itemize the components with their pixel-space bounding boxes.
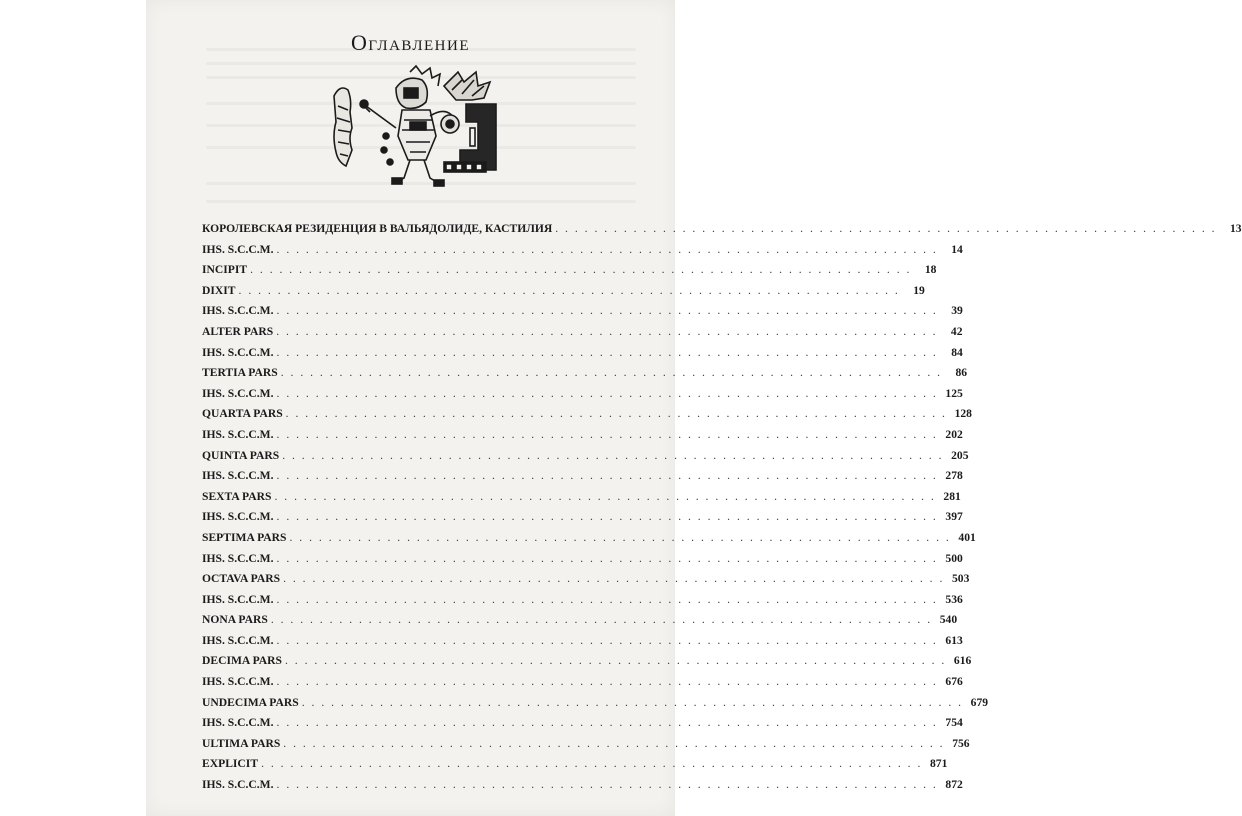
show-through-line bbox=[206, 200, 636, 203]
toc-entry-page-number: 754 bbox=[945, 716, 963, 730]
toc-entry bbox=[202, 366, 968, 387]
toc-entry-page-number: 42 bbox=[950, 324, 963, 338]
toc-entry bbox=[202, 592, 963, 614]
dot-leader: . . . . . . . . . . . . . . . . . . . . . . . . . . . . . . . . . . . . . . . . . . . . . . . . . . . . . . . . . . . . . . . . . . . . bbox=[270, 613, 933, 627]
toc-entry-title: TERTIA PARS bbox=[202, 366, 278, 380]
toc-entry-title: IHS. S.C.C.M. bbox=[202, 592, 274, 606]
toc-entry-title: IHS. S.C.C.M. bbox=[202, 551, 274, 565]
toc-entry bbox=[202, 386, 963, 408]
toc-entry-title: NONA PARS bbox=[202, 613, 268, 627]
toc-entry bbox=[202, 633, 963, 655]
toc-entry-page-number: 503 bbox=[951, 572, 970, 586]
toc-entry-page-number: 14 bbox=[951, 242, 963, 256]
toc-entry bbox=[202, 489, 961, 511]
toc-entry-title: IHS. S.C.C.M. bbox=[202, 675, 274, 689]
toc-entry bbox=[202, 613, 958, 634]
toc-entry bbox=[202, 736, 970, 758]
dot-leader: . . . . . . . . . . . . . . . . . . . . . . . . . . . . . . . . . . . . . . . . . . . . . . . . . . . . . . . . . . . . . . . . . . . . bbox=[280, 366, 943, 380]
toc-entry-page-number: 676 bbox=[945, 675, 963, 689]
toc-entry-page-number: 13 bbox=[1229, 222, 1242, 235]
toc-entry bbox=[202, 654, 972, 675]
toc-entry-title: КОРОЛЕВСКАЯ РЕЗИДЕНЦИЯ В ВАЛЬЯДОЛИДЕ, КАСТИЛИЯ bbox=[202, 222, 553, 235]
dot-leader: . . . . . . . . . . . . . . . . . . . . . . . . . . . . . . . . . . . . . . . . . . . . . . . . . . . . . . . . . . . . . . . . . . . . bbox=[285, 407, 947, 421]
toc-entry-title: EXPLICIT bbox=[202, 757, 259, 771]
toc-entry-title: IHS. S.C.C.M. bbox=[202, 716, 274, 730]
toc-entry bbox=[202, 345, 963, 367]
dot-leader: . . . . . . . . . . . . . . . . . . . . . . . . . . . . . . . . . . . . . . . . . . . . . . . . . . . . . . . . . . . . . . . . . . . . bbox=[261, 757, 923, 771]
toc-entry-title: IHS. S.C.C.M. bbox=[202, 386, 274, 400]
toc-entry bbox=[202, 695, 989, 717]
dot-leader: . . . . . . . . . . . . . . . . . . . . . . . . . . . . . . . . . . . . . . . . . . . . . . . . . . . . . . . . . . . . . . . . . . . . bbox=[289, 530, 951, 544]
dot-leader: . . . . . . . . . . . . . . . . . . . . . . . . . . . . . . . . . . . . . . . . . . . . . . . . . . . . . . . . . . . . . . . . . . . . bbox=[276, 242, 938, 256]
table-of-contents bbox=[202, 222, 1242, 799]
toc-entry-title: INCIPIT bbox=[202, 263, 248, 277]
dot-leader: . . . . . . . . . . . . . . . . . . . . . . . . . . . . . . . . . . . . . . . . . . . . . . . . . . . . . . . . . . . . . . . . . . . . bbox=[276, 675, 938, 689]
toc-entry-title: QUARTA PARS bbox=[202, 407, 283, 421]
toc-entry-page-number: 613 bbox=[945, 633, 963, 647]
toc-entry-title: IHS. S.C.C.M. bbox=[202, 633, 274, 647]
toc-entry-page-number: 18 bbox=[924, 263, 937, 277]
toc-entry-page-number: 500 bbox=[945, 551, 963, 565]
toc-entry bbox=[202, 242, 963, 264]
toc-entry-page-number: 84 bbox=[951, 345, 963, 359]
toc-entry bbox=[202, 778, 963, 799]
aztec-codex-figure-illustration bbox=[326, 66, 501, 191]
toc-entry-title: DIXIT bbox=[202, 283, 236, 297]
toc-entry-page-number: 756 bbox=[952, 736, 970, 750]
toc-entry-title: IHS. S.C.C.M. bbox=[202, 242, 274, 256]
dot-leader: . . . . . . . . . . . . . . . . . . . . . . . . . . . . . . . . . . . . . . . . . . . . . . . . . . . . . . . . . . . . . . . . . . . . bbox=[301, 695, 964, 709]
toc-entry bbox=[202, 222, 1242, 243]
toc-entry-page-number: 616 bbox=[953, 654, 972, 668]
toc-entry-page-number: 871 bbox=[929, 757, 948, 771]
dot-leader: . . . . . . . . . . . . . . . . . . . . . . . . . . . . . . . . . . . . . . . . . . . . . . . . . . . . . . . . . . . . . . . . . . . . bbox=[276, 304, 938, 318]
dot-leader: . . . . . . . . . . . . . . . . . . . . . . . . . . . . . . . . . . . . . . . . . . . . . . . . . . . . . . . . . . . . . . . . . . . . bbox=[283, 736, 945, 750]
toc-entry bbox=[202, 324, 963, 346]
toc-entry-page-number: 872 bbox=[945, 778, 963, 792]
toc-entry-page-number: 397 bbox=[945, 510, 963, 524]
toc-entry bbox=[202, 716, 963, 737]
toc-entry-title: IHS. S.C.C.M. bbox=[202, 469, 274, 483]
toc-entry-page-number: 86 bbox=[955, 366, 968, 380]
toc-entry-title: ULTIMA PARS bbox=[202, 736, 281, 750]
dot-leader: . . . . . . . . . . . . . . . . . . . . . . . . . . . . . . . . . . . . . . . . . . . . . . . . . . . . . . . . . . . . . . . . . . . . bbox=[283, 572, 945, 586]
toc-entry-title: IHS. S.C.C.M. bbox=[202, 345, 274, 359]
toc-entry bbox=[202, 427, 963, 449]
toc-entry-page-number: 679 bbox=[970, 695, 989, 709]
toc-entry-page-number: 536 bbox=[945, 592, 963, 606]
toc-entry-title: QUINTA PARS bbox=[202, 448, 280, 462]
toc-entry-title: SEXTA PARS bbox=[202, 489, 272, 503]
toc-entry-title: OCTAVA PARS bbox=[202, 572, 281, 586]
toc-entry-title: ALTER PARS bbox=[202, 324, 274, 338]
toc-entry-title: UNDECIMA PARS bbox=[202, 695, 299, 709]
dot-leader: . . . . . . . . . . . . . . . . . . . . . . . . . . . . . . . . . . . . . . . . . . . . . . . . . . . . . . . . . . . . . . . . . . . . bbox=[276, 716, 938, 730]
toc-entry-page-number: 401 bbox=[958, 530, 976, 544]
toc-entry bbox=[202, 407, 972, 428]
toc-entry-page-number: 281 bbox=[943, 489, 961, 503]
toc-entry-title: IHS. S.C.C.M. bbox=[202, 510, 274, 524]
toc-entry bbox=[202, 304, 963, 325]
toc-entry-title: IHS. S.C.C.M. bbox=[202, 778, 274, 792]
dot-leader: . . . . . . . . . . . . . . . . . . . . . . . . . . . . . . . . . . . . . . . . . . . . . . . . . . . . . . . . . . . . . . . . . . . . bbox=[276, 324, 938, 338]
toc-entry bbox=[202, 675, 963, 696]
toc-entry-title: SEPTIMA PARS bbox=[202, 530, 287, 544]
dot-leader: . . . . . . . . . . . . . . . . . . . . . . . . . . . . . . . . . . . . . . . . . . . . . . . . . . . . . . . . . . . . . . . . . . . . bbox=[276, 510, 938, 524]
toc-entry bbox=[202, 551, 963, 573]
toc-entry-page-number: 540 bbox=[939, 613, 958, 627]
dot-leader: . . . . . . . . . . . . . . . . . . . . . . . . . . . . . . . . . . . . . . . . . . . . . . . . . . . . . . . . . . . . . . . . . . . . bbox=[555, 222, 1217, 235]
toc-entry-title: IHS. S.C.C.M. bbox=[202, 427, 274, 441]
page-title: Оглавление bbox=[350, 30, 471, 55]
dot-leader: . . . . . . . . . . . . . . . . . . . . . . . . . . . . . . . . . . . . . . . . . . . . . . . . . . . . . . . . . . . . . . . . . . . . bbox=[276, 778, 938, 792]
show-through-line bbox=[206, 62, 636, 65]
book-page bbox=[146, 0, 1242, 816]
toc-entry bbox=[202, 510, 963, 531]
toc-entry-title: IHS. S.C.C.M. bbox=[202, 304, 274, 318]
toc-entry bbox=[202, 448, 969, 470]
toc-entry-title: DECIMA PARS bbox=[202, 654, 282, 668]
dot-leader: . . . . . . . . . . . . . . . . . . . . . . . . . . . . . . . . . . . . . . . . . . . . . . . . . . . . . . . . . . . . . . . . . . . . bbox=[276, 633, 938, 647]
toc-entry-page-number: 202 bbox=[945, 427, 963, 441]
toc-entry-page-number: 205 bbox=[951, 448, 969, 462]
toc-entry bbox=[202, 263, 937, 284]
dot-leader: . . . . . . . . . . . . . . . . . . . . . . . . . . . . . . . . . . . . . . . . . . . . . . . . . . . . . . . . . . . . . . . . . . . . bbox=[276, 551, 938, 565]
toc-entry bbox=[202, 469, 963, 490]
toc-entry bbox=[202, 572, 970, 593]
dot-leader: . . . . . . . . . . . . . . . . . . . . . . . . . . . . . . . . . . . . . . . . . . . . . . . . . . . . . . . . . . . . . . . . . . . . bbox=[276, 386, 938, 400]
dot-leader: . . . . . . . . . . . . . . . . . . . . . . . . . . . . . . . . . . . . . . . . . . . . . . . . . . . . . . . . . . . . . . . . . . . . bbox=[274, 489, 936, 503]
dot-leader: . . . . . . . . . . . . . . . . . . . . . . . . . . . . . . . . . . . . . . . . . . . . . . . . . . . . . . . . . . . . . . . . . . . . bbox=[282, 448, 944, 462]
toc-entry-page-number: 39 bbox=[951, 304, 963, 318]
toc-entry-page-number: 128 bbox=[954, 407, 972, 421]
dot-leader: . . . . . . . . . . . . . . . . . . . . . . . . . . . . . . . . . . . . . . . . . . . . . . . . . . . . . . . . . . . . . . . . . . . . bbox=[284, 654, 947, 668]
dot-leader: . . . . . . . . . . . . . . . . . . . . . . . . . . . . . . . . . . . . . . . . . . . . . . . . . . . . . . . . . . . . . . . . . . . . bbox=[276, 427, 938, 441]
toc-entry bbox=[202, 530, 976, 552]
dot-leader: . . . . . . . . . . . . . . . . . . . . . . . . . . . . . . . . . . . . . . . . . . . . . . . . . . . . . . . . . . . . . . . . . . . . bbox=[276, 592, 938, 606]
dot-leader: . . . . . . . . . . . . . . . . . . . . . . . . . . . . . . . . . . . . . . . . . . . . . . . . . . . . . . . . . . . . . . . . . . . . bbox=[276, 469, 938, 483]
dot-leader: . . . . . . . . . . . . . . . . . . . . . . . . . . . . . . . . . . . . . . . . . . . . . . . . . . . . . . . . . . . . . . . . . . . . bbox=[250, 263, 912, 277]
toc-entry bbox=[202, 283, 925, 305]
dot-leader: . . . . . . . . . . . . . . . . . . . . . . . . . . . . . . . . . . . . . . . . . . . . . . . . . . . . . . . . . . . . . . . . . . . . bbox=[238, 283, 900, 297]
toc-entry-page-number: 19 bbox=[913, 283, 925, 297]
dot-leader: . . . . . . . . . . . . . . . . . . . . . . . . . . . . . . . . . . . . . . . . . . . . . . . . . . . . . . . . . . . . . . . . . . . . bbox=[276, 345, 938, 359]
toc-entry-page-number: 125 bbox=[945, 386, 963, 400]
toc-entry bbox=[202, 757, 948, 778]
toc-entry-page-number: 278 bbox=[945, 469, 963, 483]
